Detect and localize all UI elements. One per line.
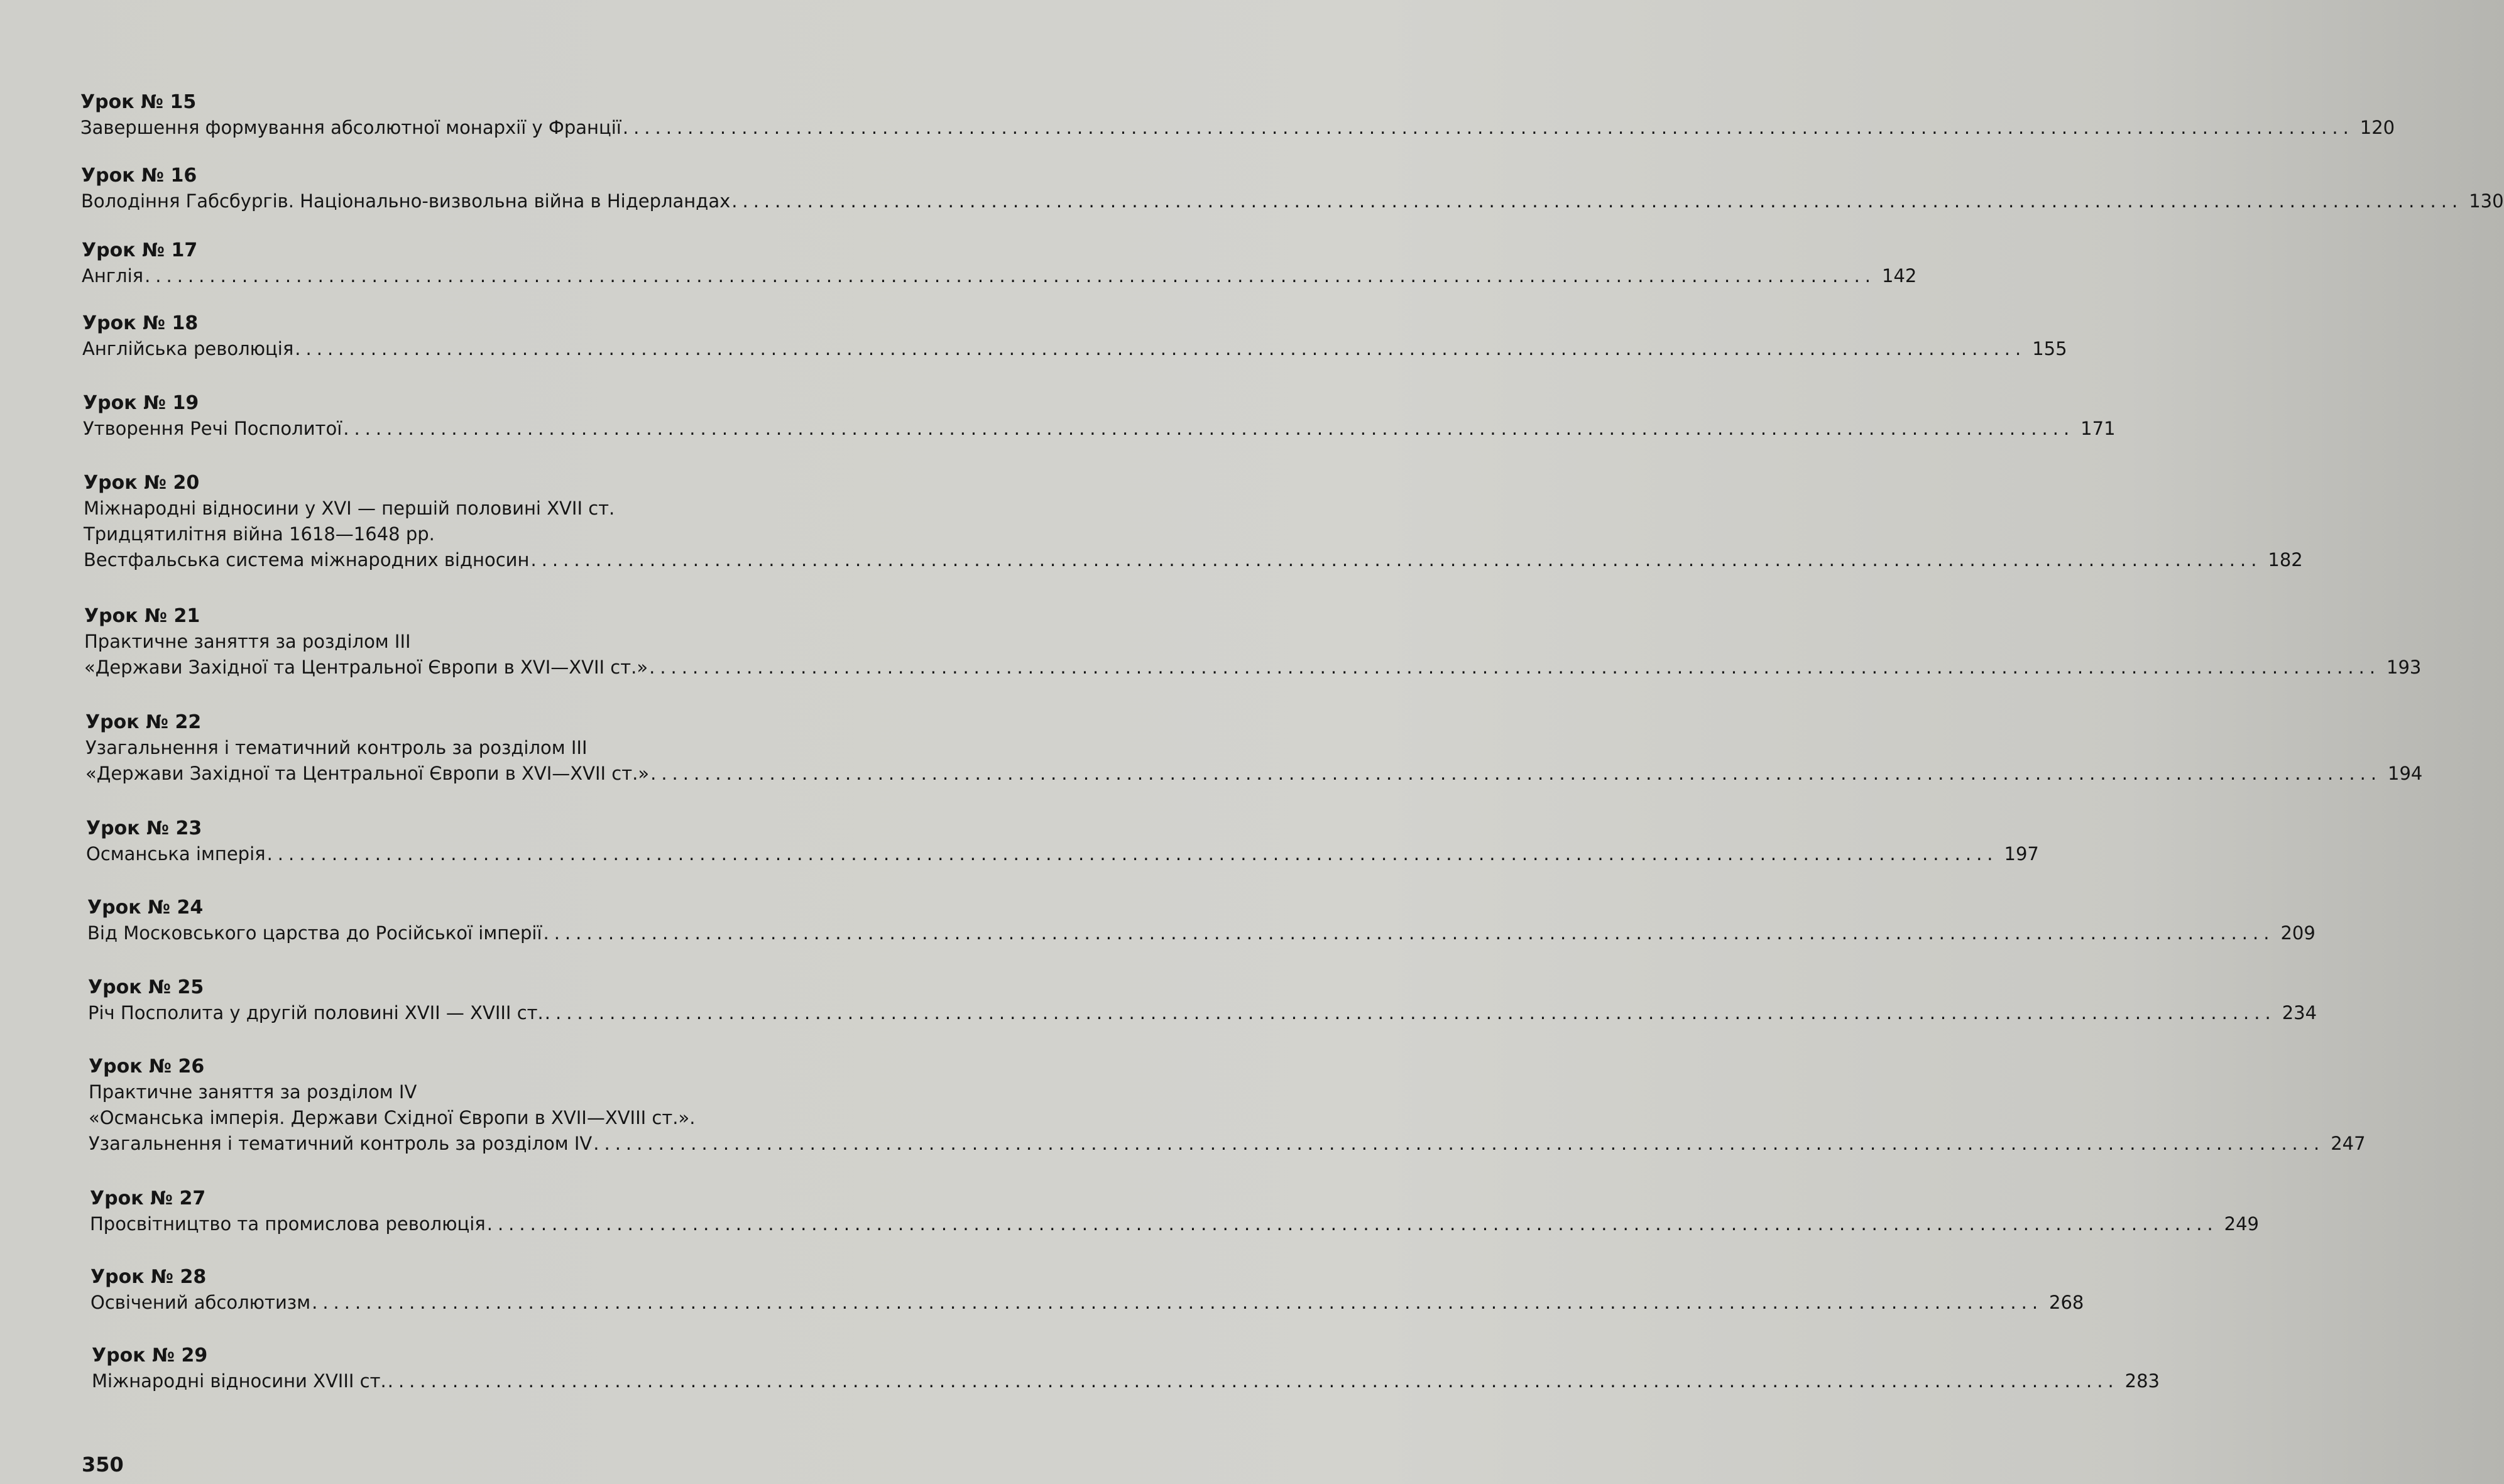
dot-leader — [388, 1368, 2119, 1394]
lesson-title-line — [84, 521, 949, 547]
dot-leader — [145, 263, 1876, 289]
toc-entry — [89, 1054, 2366, 1157]
lesson-heading: Урок № 29 — [92, 1345, 208, 1367]
lesson-title-line — [80, 115, 2395, 141]
lesson-title: Англійська революція — [82, 338, 294, 359]
lesson-title-line — [89, 1105, 958, 1131]
toc-entry — [80, 90, 2395, 141]
page-reference: 130 — [2469, 190, 2504, 212]
dot-leader — [545, 1000, 2276, 1026]
lesson-heading: Урок № 28 — [90, 1266, 207, 1288]
page-number: 350 — [82, 1453, 124, 1476]
lesson-title: Тридцятилітня війна 1618—1648 рр. — [84, 523, 435, 545]
page-reference: 247 — [2331, 1133, 2366, 1154]
lesson-title: Вестфальська система міжнародних відносин — [84, 549, 530, 570]
dot-leader — [593, 1131, 2324, 1157]
lesson-title: Практичне заняття за розділом IV — [89, 1081, 417, 1103]
lesson-title: Просвітництво та промислова революція — [90, 1213, 486, 1235]
toc-entry — [90, 1265, 2084, 1316]
lesson-heading: Урок № 15 — [80, 91, 197, 113]
lesson-heading: Урок № 25 — [88, 976, 204, 998]
toc-entry — [88, 975, 2317, 1026]
toc-entry — [82, 311, 2067, 362]
lesson-title-line — [83, 416, 2116, 442]
lesson-title-line — [86, 841, 2039, 867]
lesson-title-line — [84, 496, 949, 521]
lesson-title: «Держави Західної та Центральної Європи в XVI—XVII ст.» — [85, 763, 650, 784]
page-reference: 209 — [2280, 922, 2315, 944]
lesson-title-line — [84, 547, 2303, 573]
page-reference: 268 — [2049, 1292, 2084, 1313]
page-reference: 194 — [2388, 763, 2423, 784]
dot-leader — [343, 416, 2074, 442]
lesson-heading: Урок № 18 — [82, 312, 199, 334]
lesson-title: «Держави Західної та Центральної Європи в XVI—XVII ст.» — [84, 657, 648, 678]
lesson-heading: Урок № 22 — [85, 711, 202, 733]
toc-entry — [84, 471, 2303, 573]
page-reference: 120 — [2359, 117, 2395, 138]
lesson-title-line — [90, 1290, 2084, 1316]
page-reference: 155 — [2032, 338, 2067, 359]
page-reference: 283 — [2124, 1370, 2160, 1392]
lesson-title-line — [89, 1079, 958, 1105]
page-reference: 234 — [2282, 1002, 2317, 1023]
dot-leader — [649, 655, 2380, 680]
page-reference: 171 — [2080, 418, 2116, 439]
lesson-heading: Урок № 26 — [89, 1056, 205, 1078]
lesson-title: Англія — [82, 265, 144, 286]
toc-entry — [92, 1343, 2160, 1394]
dot-leader — [623, 115, 2354, 141]
lesson-title-line — [84, 629, 951, 655]
lesson-heading: Урок № 20 — [84, 472, 200, 494]
dot-leader — [267, 841, 1998, 867]
dot-leader — [650, 761, 2381, 787]
lesson-title: Утворення Речі Посполитої — [83, 418, 342, 439]
page-reference: 182 — [2268, 549, 2303, 570]
lesson-title-line — [92, 1368, 2160, 1394]
toc-entry — [81, 163, 2504, 214]
lesson-title-line — [89, 1131, 2366, 1157]
lesson-title-line — [81, 188, 2504, 214]
lesson-title: Османська імперія — [86, 843, 266, 865]
lesson-title: Освічений абсолютизм — [90, 1292, 311, 1313]
lesson-title-line — [85, 761, 2423, 787]
lesson-title: Міжнародні відносини XVIII ст. — [92, 1370, 386, 1392]
dot-leader — [731, 188, 2463, 214]
lesson-title: Міжнародні відносини у XVI — першій половині XVII ст. — [84, 498, 615, 519]
dot-leader — [312, 1290, 2043, 1316]
lesson-title-line — [88, 1000, 2317, 1026]
lesson-title: Річ Посполита у другій половині XVII — XVIII ст. — [88, 1002, 544, 1023]
dot-leader — [544, 920, 2275, 946]
page-reference: 197 — [2004, 843, 2039, 865]
lesson-title: Практичне заняття за розділом III — [84, 631, 411, 652]
toc-entry — [84, 604, 2422, 680]
lesson-heading: Урок № 27 — [90, 1187, 206, 1209]
toc-entry — [82, 238, 1917, 289]
lesson-title-line — [90, 1211, 2260, 1237]
lesson-heading: Урок № 21 — [84, 605, 200, 627]
toc-entry — [87, 895, 2315, 946]
lesson-title-line — [82, 263, 1917, 289]
dot-leader — [487, 1211, 2218, 1237]
lesson-title: Узагальнення і тематичний контроль за розділом III — [85, 737, 588, 758]
lesson-title-line — [82, 336, 2067, 362]
lesson-title: Від Московського царства до Російської імперії — [87, 922, 542, 944]
lesson-title: «Османська імперія. Держави Східної Європи в XVII—XVIII ст.». — [89, 1107, 696, 1128]
lesson-title-line — [85, 735, 953, 761]
lesson-heading: Урок № 24 — [87, 897, 204, 919]
lesson-heading: Урок № 19 — [83, 392, 199, 414]
dot-leader — [295, 336, 2026, 362]
dot-leader — [530, 547, 2261, 573]
toc-entry — [85, 710, 2423, 787]
toc-entry — [86, 816, 2039, 867]
lesson-title-line — [87, 920, 2315, 946]
page-reference: 249 — [2224, 1213, 2260, 1235]
lesson-title: Узагальнення і тематичний контроль за розділом IV — [89, 1133, 593, 1154]
lesson-title-line — [84, 655, 2422, 680]
toc-entry — [90, 1186, 2260, 1237]
lesson-heading: Урок № 16 — [81, 165, 197, 187]
page-reference: 193 — [2386, 657, 2422, 678]
lesson-title: Завершення формування абсолютної монархії у Франції — [80, 117, 621, 138]
lesson-heading: Урок № 17 — [82, 239, 198, 261]
lesson-heading: Урок № 23 — [86, 817, 202, 839]
toc-entry — [83, 391, 2116, 442]
page-reference: 142 — [1882, 265, 1917, 286]
lesson-title: Володіння Габсбургів. Національно-визвольна війна в Нідерландах — [81, 190, 731, 212]
